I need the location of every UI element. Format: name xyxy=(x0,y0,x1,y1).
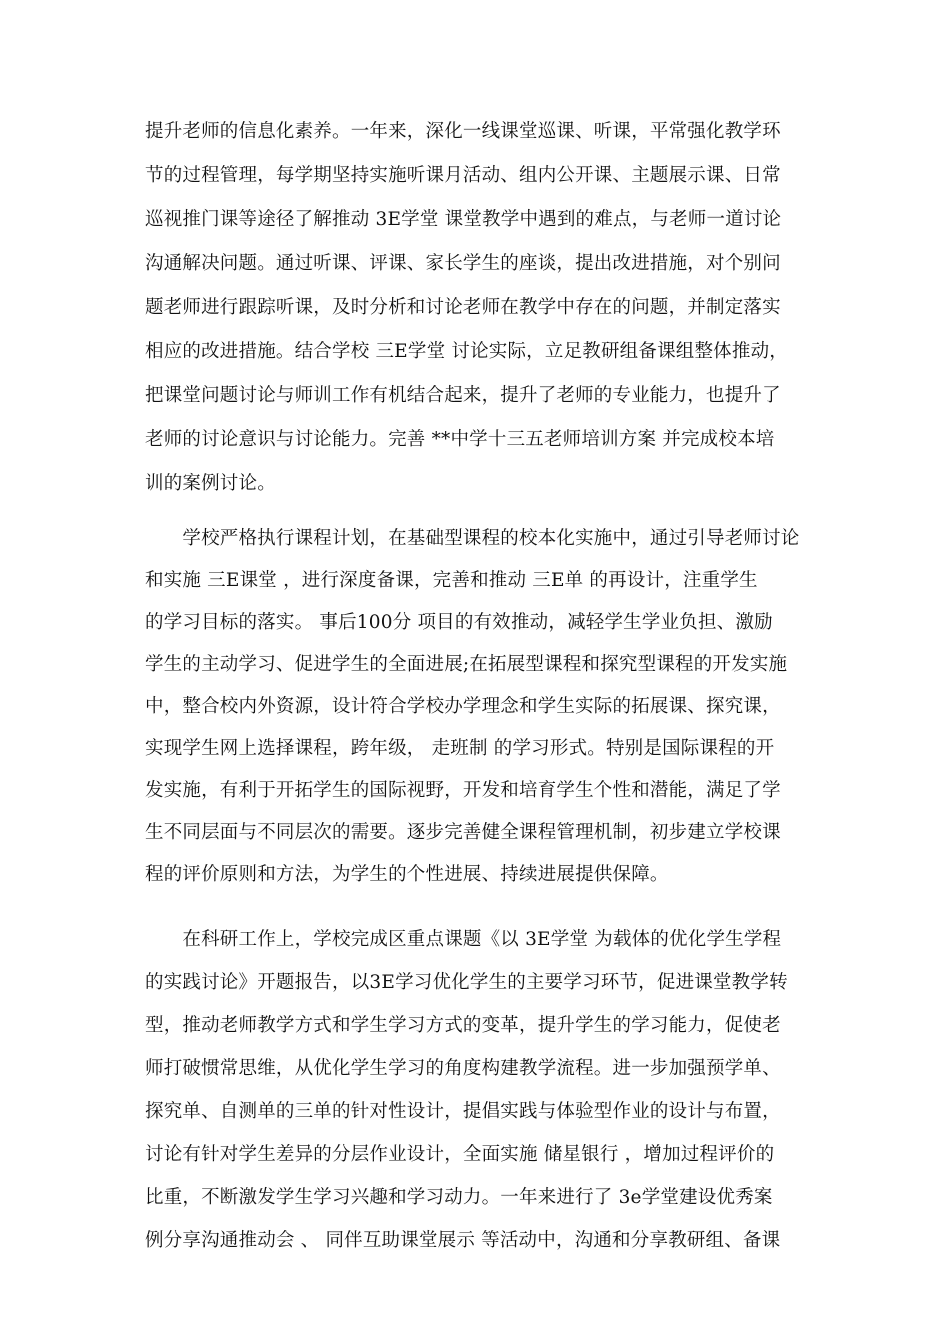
text-line: 实现学生网上选择课程，跨年级， 走班制 的学习形式。特别是国际课程的开 xyxy=(145,738,775,759)
text-line: 生不同层面与不同层次的需要。逐步完善健全课程管理机制，初步建立学校课 xyxy=(145,822,781,843)
text-line: 型，推动老师教学方式和学生学习方式的变革，提升学生的学习能力，促使老 xyxy=(145,1015,781,1036)
text-line: 讨论有针对学生差异的分层作业设计，全面实施 储星银行 ，增加过程评价的 xyxy=(145,1144,775,1165)
text-line: 程的评价原则和方法，为学生的个性进展、持续进展提供保障。 xyxy=(145,864,669,885)
text-line: 例分享沟通推动会 、 同伴互助课堂展示 等活动中，沟通和分享教研组、备课 xyxy=(145,1230,781,1251)
text-line: 老师的讨论意识与讨论能力。完善 **中学十三五老师培训方案 并完成校本培 xyxy=(145,429,775,450)
text-line: 的实践讨论》开题报告，以3E学习优化学生的主要学习环节，促进课堂教学转 xyxy=(145,972,788,993)
text-line: 在科研工作上，学校完成区重点课题《以 3E学堂 为载体的优化学生学程 xyxy=(145,929,782,950)
text-line: 相应的改进措施。结合学校 三E学堂 讨论实际，立足教研组备课组整体推动， xyxy=(145,341,788,362)
text-line: 师打破惯常思维，从优化学生学习的角度构建教学流程。进一步加强预学单、 xyxy=(145,1058,781,1079)
text-line: 和实施 三E课堂 ，进行深度备课，完善和推动 三E单 的再设计，注重学生 xyxy=(145,570,758,591)
text-line: 题老师进行跟踪听课，及时分析和讨论老师在教学中存在的问题，并制定落实 xyxy=(145,297,781,318)
text-line: 发实施，有利于开拓学生的国际视野，开发和培育学生个性和潜能，满足了学 xyxy=(145,780,781,801)
text-line: 提升老师的信息化素养。一年来，深化一线课堂巡课、听课，平常强化教学环 xyxy=(145,121,781,142)
text-line: 学校严格执行课程计划，在基础型课程的校本化实施中，通过引导老师讨论 xyxy=(145,528,800,549)
text-line: 沟通解决问题。通过听课、评课、家长学生的座谈，提出改进措施，对个别问 xyxy=(145,253,781,274)
text-line: 的学习目标的落实。 事后100分 项目的有效推动，减轻学生学业负担、激励 xyxy=(145,612,773,633)
text-line: 训的案例讨论。 xyxy=(145,473,276,494)
text-line: 巡视推门课等途径了解推动 3E学堂 课堂教学中遇到的难点，与老师一道讨论 xyxy=(145,209,782,230)
text-line: 把课堂问题讨论与师训工作有机结合起来，提升了老师的专业能力，也提升了 xyxy=(145,385,781,406)
text-line: 中，整合校内外资源，设计符合学校办学理念和学生实际的拓展课、探究课， xyxy=(145,696,781,717)
text-line: 学生的主动学习、促进学生的全面进展;在拓展型课程和探究型课程的开发实施 xyxy=(145,654,788,675)
text-line: 比重，不断激发学生学习兴趣和学习动力。一年来进行了 3e学堂建设优秀案 xyxy=(145,1187,773,1208)
text-line: 探究单、自测单的三单的针对性设计，提倡实践与体验型作业的设计与布置， xyxy=(145,1101,781,1122)
text-line: 节的过程管理，每学期坚持实施听课月活动、组内公开课、主题展示课、日常 xyxy=(145,165,781,186)
